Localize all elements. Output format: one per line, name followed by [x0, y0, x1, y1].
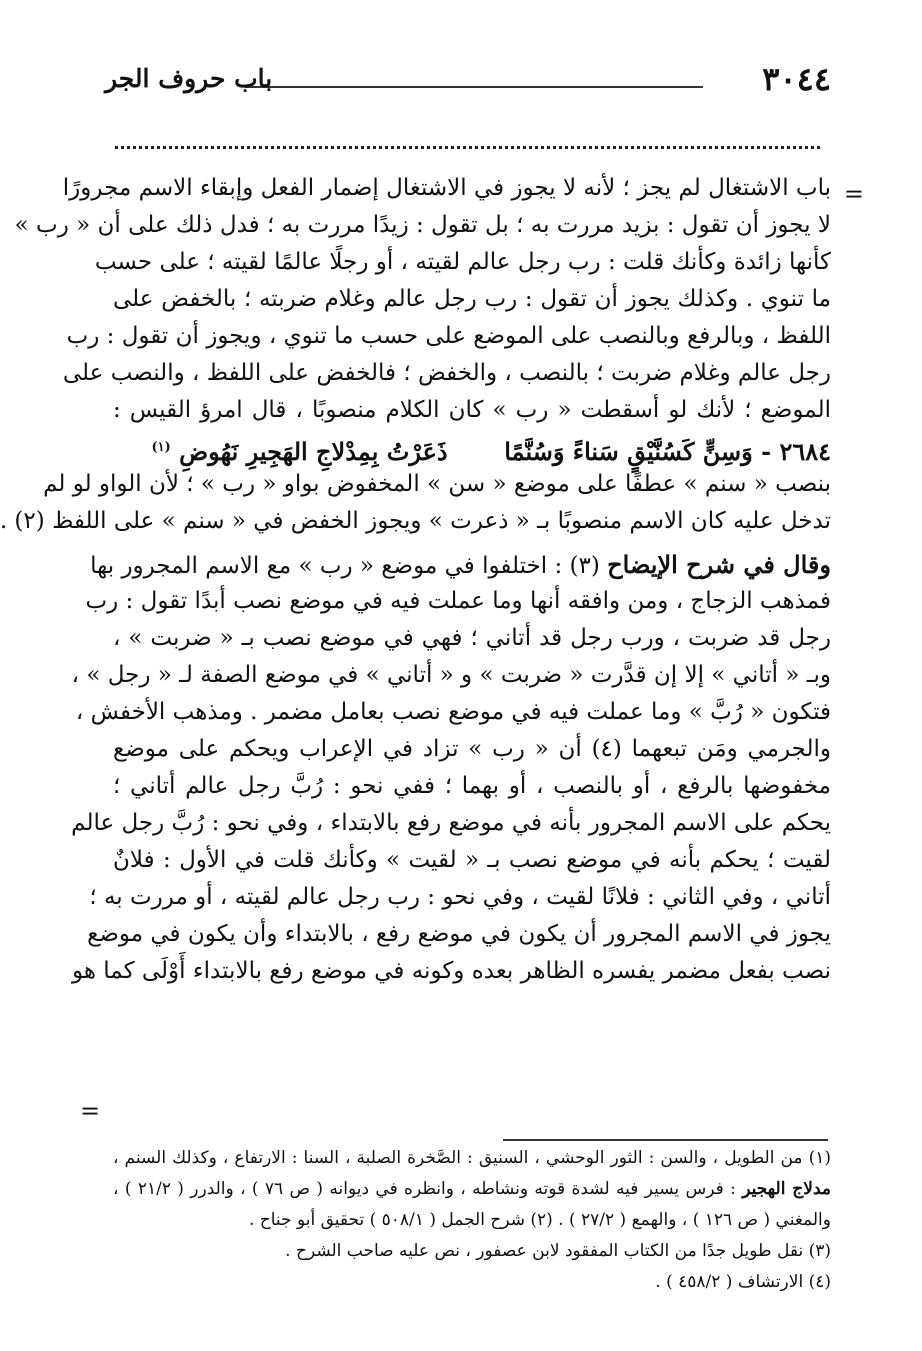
footnote-line: (١) من الطويل ، والسن : الثور الوحشي ، السنيق : الصَّخرة الصلبة ، السنا : الارتفاع ، وكذلك السنم ،: [113, 1148, 831, 1168]
footnotes: [113, 1143, 831, 1298]
text-line: نصب بفعل مضمر يفسره الظاهر بعده وكونه في موضع رفع بالابتداء أَوْلَى كما هو: [71, 958, 831, 984]
text-line: يجوز في الاسم المجرور أن يكون في موضع رفع ، بالابتداء وأن يكون في موضع: [87, 921, 831, 947]
footnote-text: : فرس يسير فيه لشدة قوته ونشاطه ، وانظره في ديوانه ( ص ٧٦ ) ، والدرر ( ٢١/٢ ) ،: [113, 1179, 743, 1199]
lead-bold-text: وقال في شرح الإيضاح: [607, 550, 831, 579]
continuation-mark-end: =: [80, 1097, 101, 1125]
footnote-bold-term: مدلاج الهجير: [742, 1179, 831, 1199]
page-number: ٣٠٤٤: [762, 60, 831, 98]
footnote-rule: [503, 1139, 828, 1141]
text-line: لا يجوز أن تقول : بزيد مررت به ؛ بل تقول : زيدًا مررت به ؛ فدل ذلك على أن « رب »: [14, 212, 831, 238]
text-line: لقيت ؛ يحكم بأنه في موضع نصب بـ « لقيت » وكأنك قلت في الأول : فلانٌ: [113, 847, 831, 873]
text-line: كأنها زائدة وكأنك قلت : رب رجل عالم لقيته ، أو رجلًا عالمًا لقيته ؛ على حسب: [94, 249, 831, 275]
text-line: ما تنوي . وكذلك يجوز أن تقول : رب رجل عالم وغلام ضربته ؛ بالخفض على: [113, 286, 831, 312]
text-line: فتكون « رُبَّ » وما عملت فيه في موضع نصب بعامل مضمر . ومذهب الأخفش ،: [75, 699, 831, 725]
footnote-line: [113, 1174, 831, 1205]
chapter-title: باب حروف الجر: [105, 64, 273, 93]
footnote-line: (٤) الارتشاف ( ٤٥٨/٢ ) .: [655, 1272, 831, 1292]
poetry-verse: [113, 429, 831, 466]
text-line: اللفظ ، وبالرفع وبالنصب على الموضع على حسب ما تنوي ، ويجوز أن تقول : رب: [66, 323, 831, 349]
verse-first-hemistich: وَسِنٍّ كَسُنَّيْقٍ سَناءً وَسُنَّمًا: [504, 437, 753, 466]
text-line: الموضع ؛ لأنك لو أسقطت « رب » كان الكلام منصوبًا ، قال امرؤ القيس :: [113, 397, 831, 423]
text-line: وبـ « أتاني » إلا إن قدَّرت « ضربت » و « أتاني » في موضع الصفة لـ « رجل » ،: [71, 662, 831, 688]
page-header: [103, 60, 833, 100]
header-rule: [245, 86, 703, 88]
text-line: رجل عالم وغلام ضربت ؛ بالنصب ، والخفض ؛ فالخفض على اللفظ ، والنصب على: [62, 360, 831, 386]
text-line: بنصب « سنم » عطفًا على موضع « سن » المخفوض بواو « رب » ؛ لأن الواو لو لم: [43, 471, 831, 497]
verse-number: ٢٦٨٤ -: [761, 437, 831, 466]
text-line: رجل قد ضربت ، ورب رجل قد أتاني ؛ فهي في موضع نصب بـ « ضربت » ،: [113, 625, 831, 651]
footnote-line: (٣) نقل طويل جدًا من الكتاب المفقود لابن عصفور ، نص عليه صاحب الشرح .: [285, 1241, 831, 1261]
text-line: يحكم على الاسم المجرور بأنه في موضع رفع بالابتداء ، وفي نحو : رُبَّ رجل عالم: [71, 810, 831, 836]
text-line: والجرمي ومَن تبعهما (٤) أن « رب » تزاد في الإعراب ويحكم على موضع: [113, 736, 831, 762]
text-line: أتاني ، وفي الثاني : فلانًا لقيت ، وفي نحو : رب رجل عالم لقيته ، أو مررت به ؛: [89, 884, 831, 910]
paragraph-lead: [90, 546, 831, 583]
text-line: باب الاشتغال لم يجز ؛ لأنه لا يجوز في الاشتغال إضمار الفعل وإبقاء الاسم مجرورًا: [62, 175, 831, 201]
text-line: تدخل عليه كان الاسم منصوبًا بـ « ذعرت » ويجوز الخفض في « سنم » على اللفظ (٢) .: [0, 508, 831, 534]
continuation-mark-start: =: [843, 180, 864, 208]
verse-second-hemistich: ذَعَرْتُ بِمِدْلاجِ الهَجِيرِ نَهُوضِ: [179, 437, 448, 466]
lead-rest-text: (٣) : اختلفوا في موضع « رب » مع الاسم المجرور بها: [90, 553, 608, 579]
footnote-ref: (١): [151, 440, 171, 455]
main-text: [0, 170, 831, 990]
footnote-line: والمغني ( ص ١٢٦ ) ، والهمع ( ٢٧/٢ ) . (٢) شرح الجمل ( ٥٠٨/١ ) تحقيق أبو جناح .: [248, 1210, 831, 1230]
text-line: فمذهب الزجاج ، ومن وافقه أنها وما عملت فيه في موضع نصب أبدًا تقول : رب: [85, 588, 831, 614]
dotted-separator: [115, 146, 820, 149]
text-line: مخفوضها بالرفع ، أو بالنصب ، أو بهما ؛ ففي نحو : رُبَّ رجل عالم أتاني ؛: [113, 773, 831, 799]
